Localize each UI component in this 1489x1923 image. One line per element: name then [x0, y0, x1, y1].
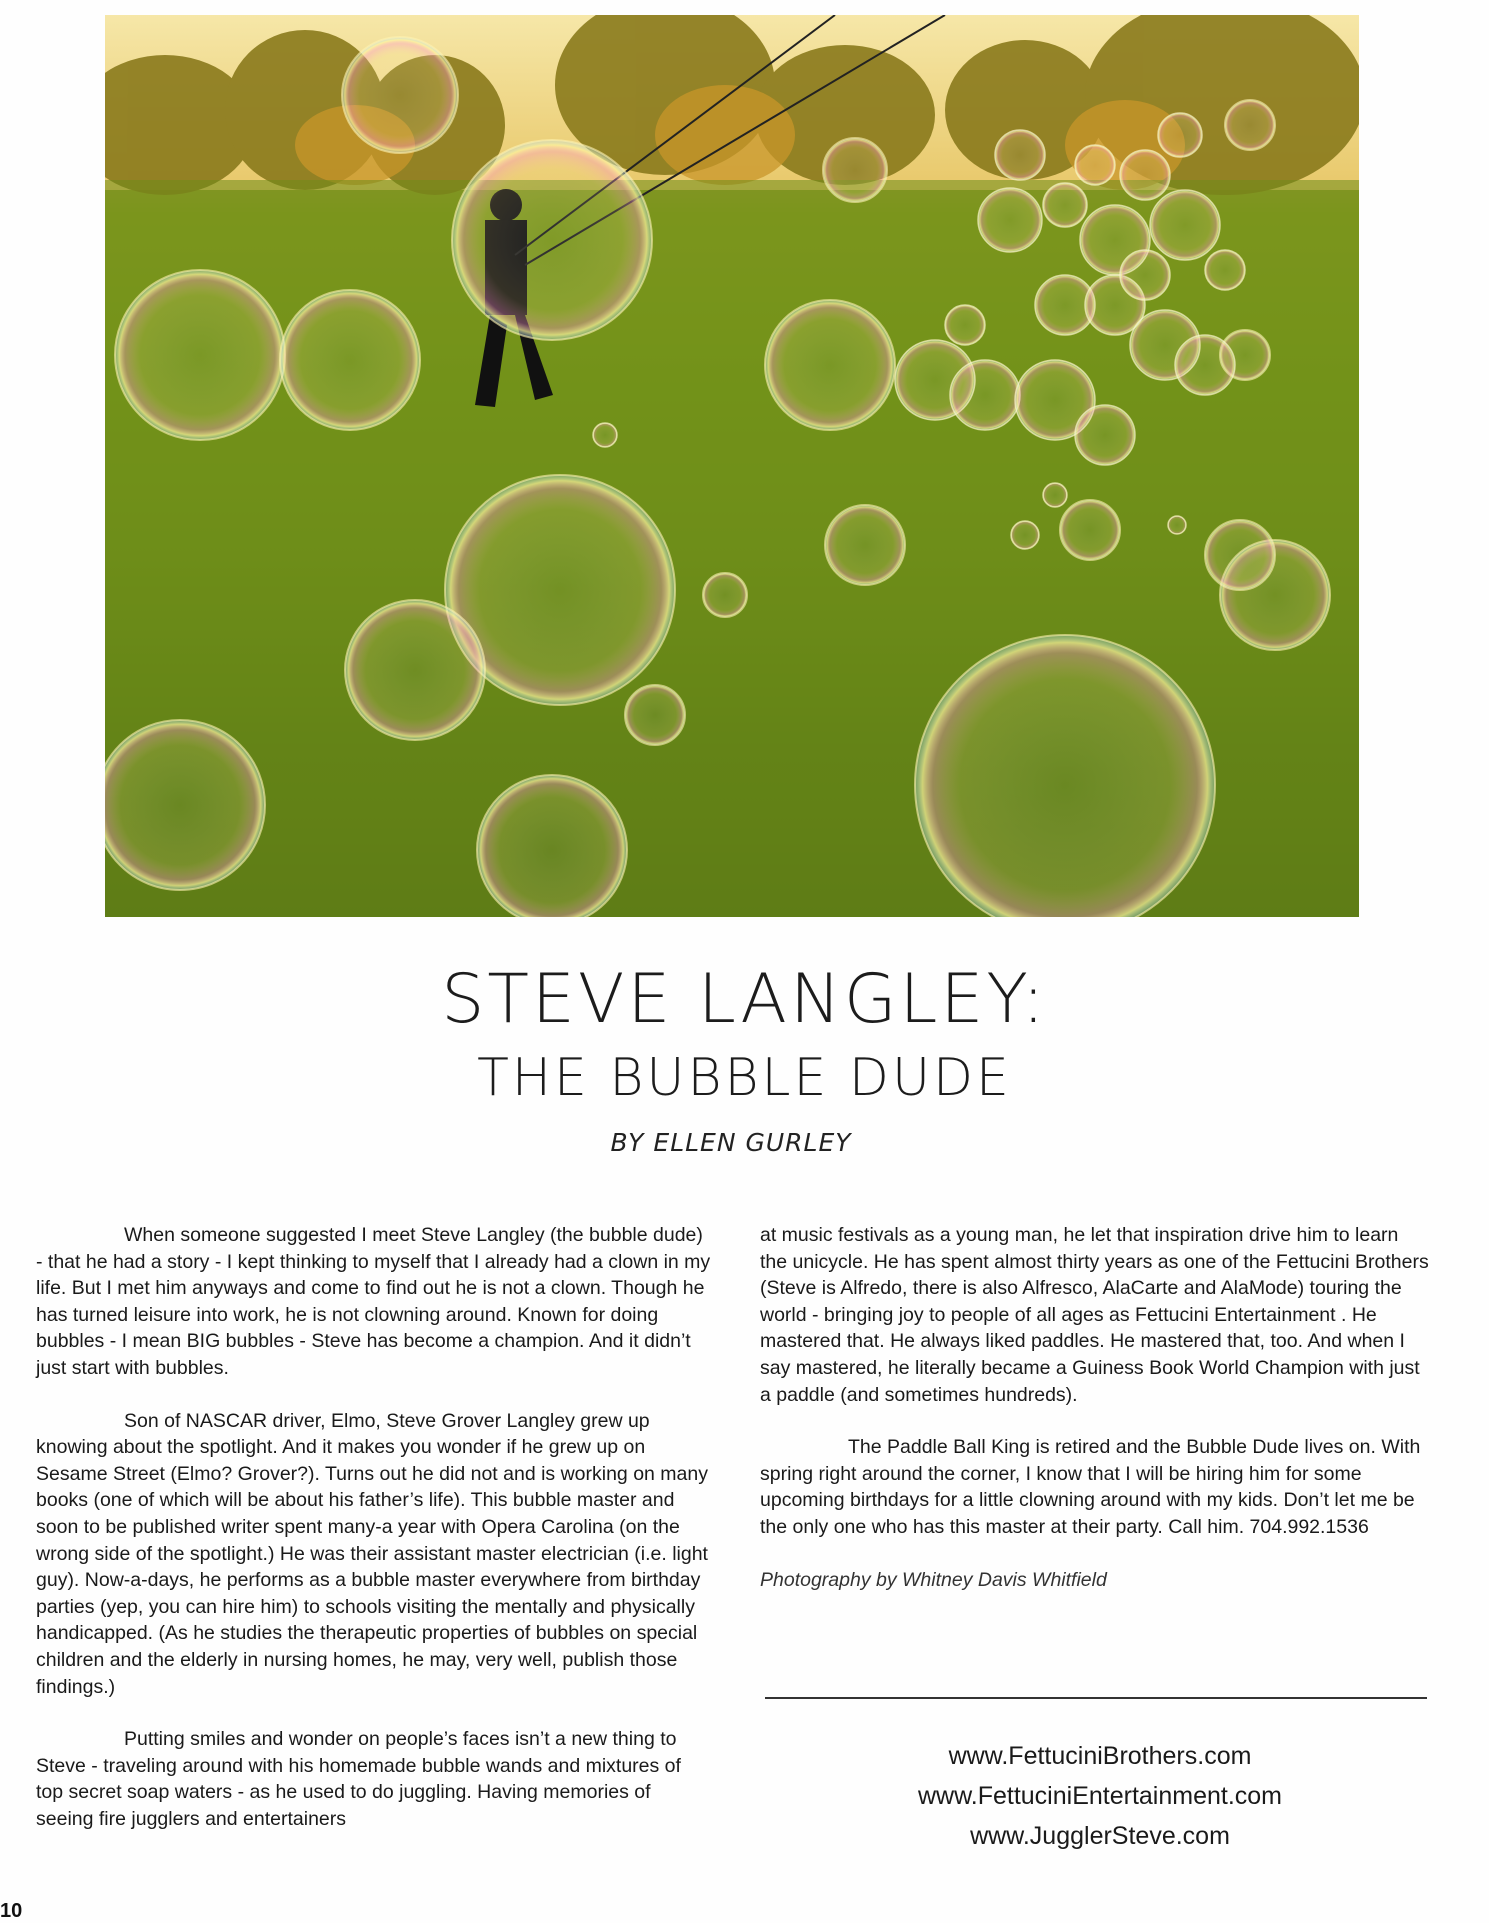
- bubble-photo-illustration: [105, 15, 1359, 917]
- link-fettucini-entertainment[interactable]: www.FettuciniEntertainment.com: [917, 1782, 1283, 1810]
- byline: BY ELLEN GURLEY: [610, 1128, 852, 1157]
- paragraph: The Paddle Ball King is retired and the Bubble Dude lives on. With spring right around the corner, I know that I will be hiring him for some upcoming birthdays for a little clowning around with my kids. Don’t let me be the only one who has this master at their party. Call him. 704.992.1536: [760, 1436, 1421, 1538]
- link-fettucini-brothers[interactable]: www.FettuciniBrothers.com: [948, 1742, 1252, 1770]
- link-juggler-steve[interactable]: www.JugglerSteve.com: [970, 1822, 1230, 1850]
- article-title: STEVE LANGLEY:: [441, 960, 1048, 1039]
- paragraph: at music festivals as a young man, he let that inspiration drive him to learn the unicycle. He has spent almost thirty years as one of the Fettucini Brothers (Steve is Alfredo, there is also Alfresco, AlaCarte and AlaMode) touring the world - bringing joy to people of all ages as Fettucini Entertainment . He mastered that. He always liked paddles. He mastered that, too. And when I say mastered, he literally became a Guiness Book World Champion with just a paddle (and sometimes hundreds).: [760, 1224, 1429, 1406]
- page-number: 10: [0, 1900, 23, 1922]
- article-subtitle: THE BUBBLE DUDE: [477, 1048, 1012, 1108]
- photo-credit: Photography by Whitney Davis Whitfield: [760, 1568, 1107, 1591]
- divider: [765, 1697, 1427, 1699]
- left-column: [36, 1222, 711, 1858]
- paragraph: Son of NASCAR driver, Elmo, Steve Grover Langley grew up knowing about the spotlight. And it makes you wonder if he grew up on Sesame Street (Elmo? Grover?). Turns out he did not and is working on many books (one of which will be about his father’s life). This bubble master and soon to be published writer spent many-a year with Opera Carolina (on the wrong side of the spotlight.) He was their assistant master electrician (i.e. light guy). Now-a-days, he performs as a bubble master everywhere from birthday parties (yep, you can hire him) to schools visiting the mentally and physically handicapped. (As he studies the therapeutic properties of bubbles on special children and the elderly in nursing homes, he may, very well, publish those findings.): [36, 1409, 708, 1698]
- right-column: [760, 1222, 1430, 1619]
- website-links: [840, 1736, 1360, 1856]
- paragraph: When someone suggested I meet Steve Langley (the bubble dude) - that he had a story - I kept thinking to myself that I already had a clown in my life. But I met him anyways and come to find out he is not a clown. Though he has turned leisure into work, he is not clowning around. Known for doing bubbles - I mean BIG bubbles - Steve has become a champion. And it didn’t just start with bubbles.: [36, 1224, 711, 1379]
- feature-photo: [105, 15, 1359, 917]
- paragraph: Putting smiles and wonder on people’s faces isn’t a new thing to Steve - traveling around with his homemade bubble wands and mixtures of top secret soap waters - as he used to do juggling. Having memories of seeing fire jugglers and entertainers: [36, 1728, 681, 1830]
